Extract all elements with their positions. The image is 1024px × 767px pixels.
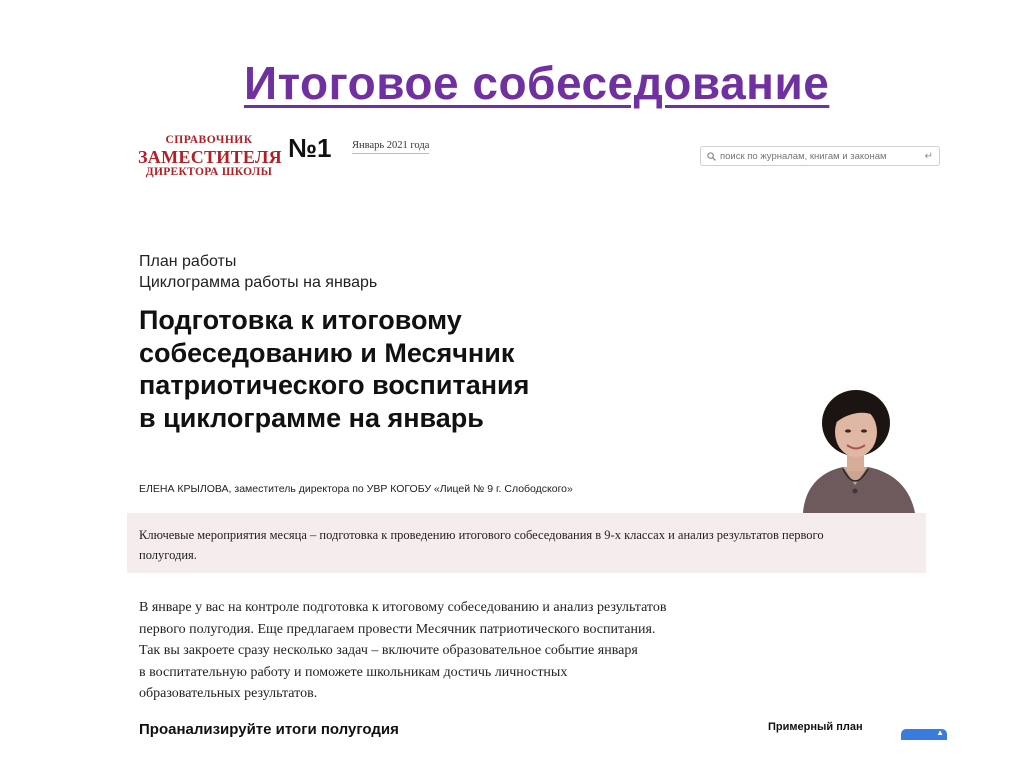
lead-line: полугодия.: [139, 548, 197, 562]
author-position: , заместитель директора по УВР КОГОБУ «Лицей № 9 г. Слободского»: [228, 483, 573, 495]
lead-box: [127, 513, 926, 573]
body-line: в воспитательную работу и поможете школьникам достичь личностных: [139, 664, 568, 680]
body-line: Так вы закроете сразу несколько задач – включите образовательное событие января: [139, 643, 638, 658]
author-byline: [139, 483, 573, 495]
sample-plan-link[interactable]: Примерный план: [768, 721, 863, 733]
issue-date-selector[interactable]: Январь 2021 года: [352, 140, 429, 154]
search-icon: [707, 152, 716, 161]
scroll-widget-button[interactable]: [901, 729, 947, 740]
lead-line: Ключевые мероприятия месяца – подготовка к проведению итогового собеседования в 9-х классах и анализ результатов первого: [139, 528, 824, 542]
author-name: ЕЛЕНА КРЫЛОВА: [139, 483, 229, 495]
search-input[interactable]: [720, 151, 925, 162]
logo-line-2: ЗАМЕСТИТЕЛЯ: [138, 146, 282, 167]
article-headline: [139, 304, 599, 434]
journal-logo[interactable]: [138, 135, 280, 181]
body-line: образовательных результатов.: [139, 686, 318, 701]
issue-number: №1: [288, 133, 332, 163]
headline-line: Подготовка к итоговому: [139, 305, 462, 335]
enter-icon[interactable]: ↵: [924, 150, 933, 162]
body-line: В январе у вас на контроле подготовка к итоговому собеседованию и анализ результатов: [139, 600, 667, 615]
author-photo: [793, 385, 918, 513]
section-heading: Проанализируйте итоги полугодия: [139, 721, 399, 738]
article-body: [139, 597, 759, 705]
arrow-up-icon: ▲: [936, 728, 944, 737]
logo-line-1: СПРАВОЧНИК: [165, 134, 253, 146]
headline-line: в циклограмме на январь: [139, 402, 484, 433]
headline-line: патриотического воспитания: [139, 370, 530, 400]
headline-line: собеседованию и Месячник: [139, 337, 515, 368]
body-line: первого полугодия. Еще предлагаем провести Месячник патриотического воспитания.: [139, 621, 656, 637]
slide-title: Итоговое собеседование: [244, 57, 830, 109]
search-box[interactable]: [700, 146, 940, 166]
article-rubric[interactable]: План работы: [139, 253, 237, 270]
article-subrubric[interactable]: Циклограмма работы на январь: [139, 274, 378, 291]
logo-line-3: ДИРЕКТОРА ШКОЛЫ: [145, 165, 273, 178]
